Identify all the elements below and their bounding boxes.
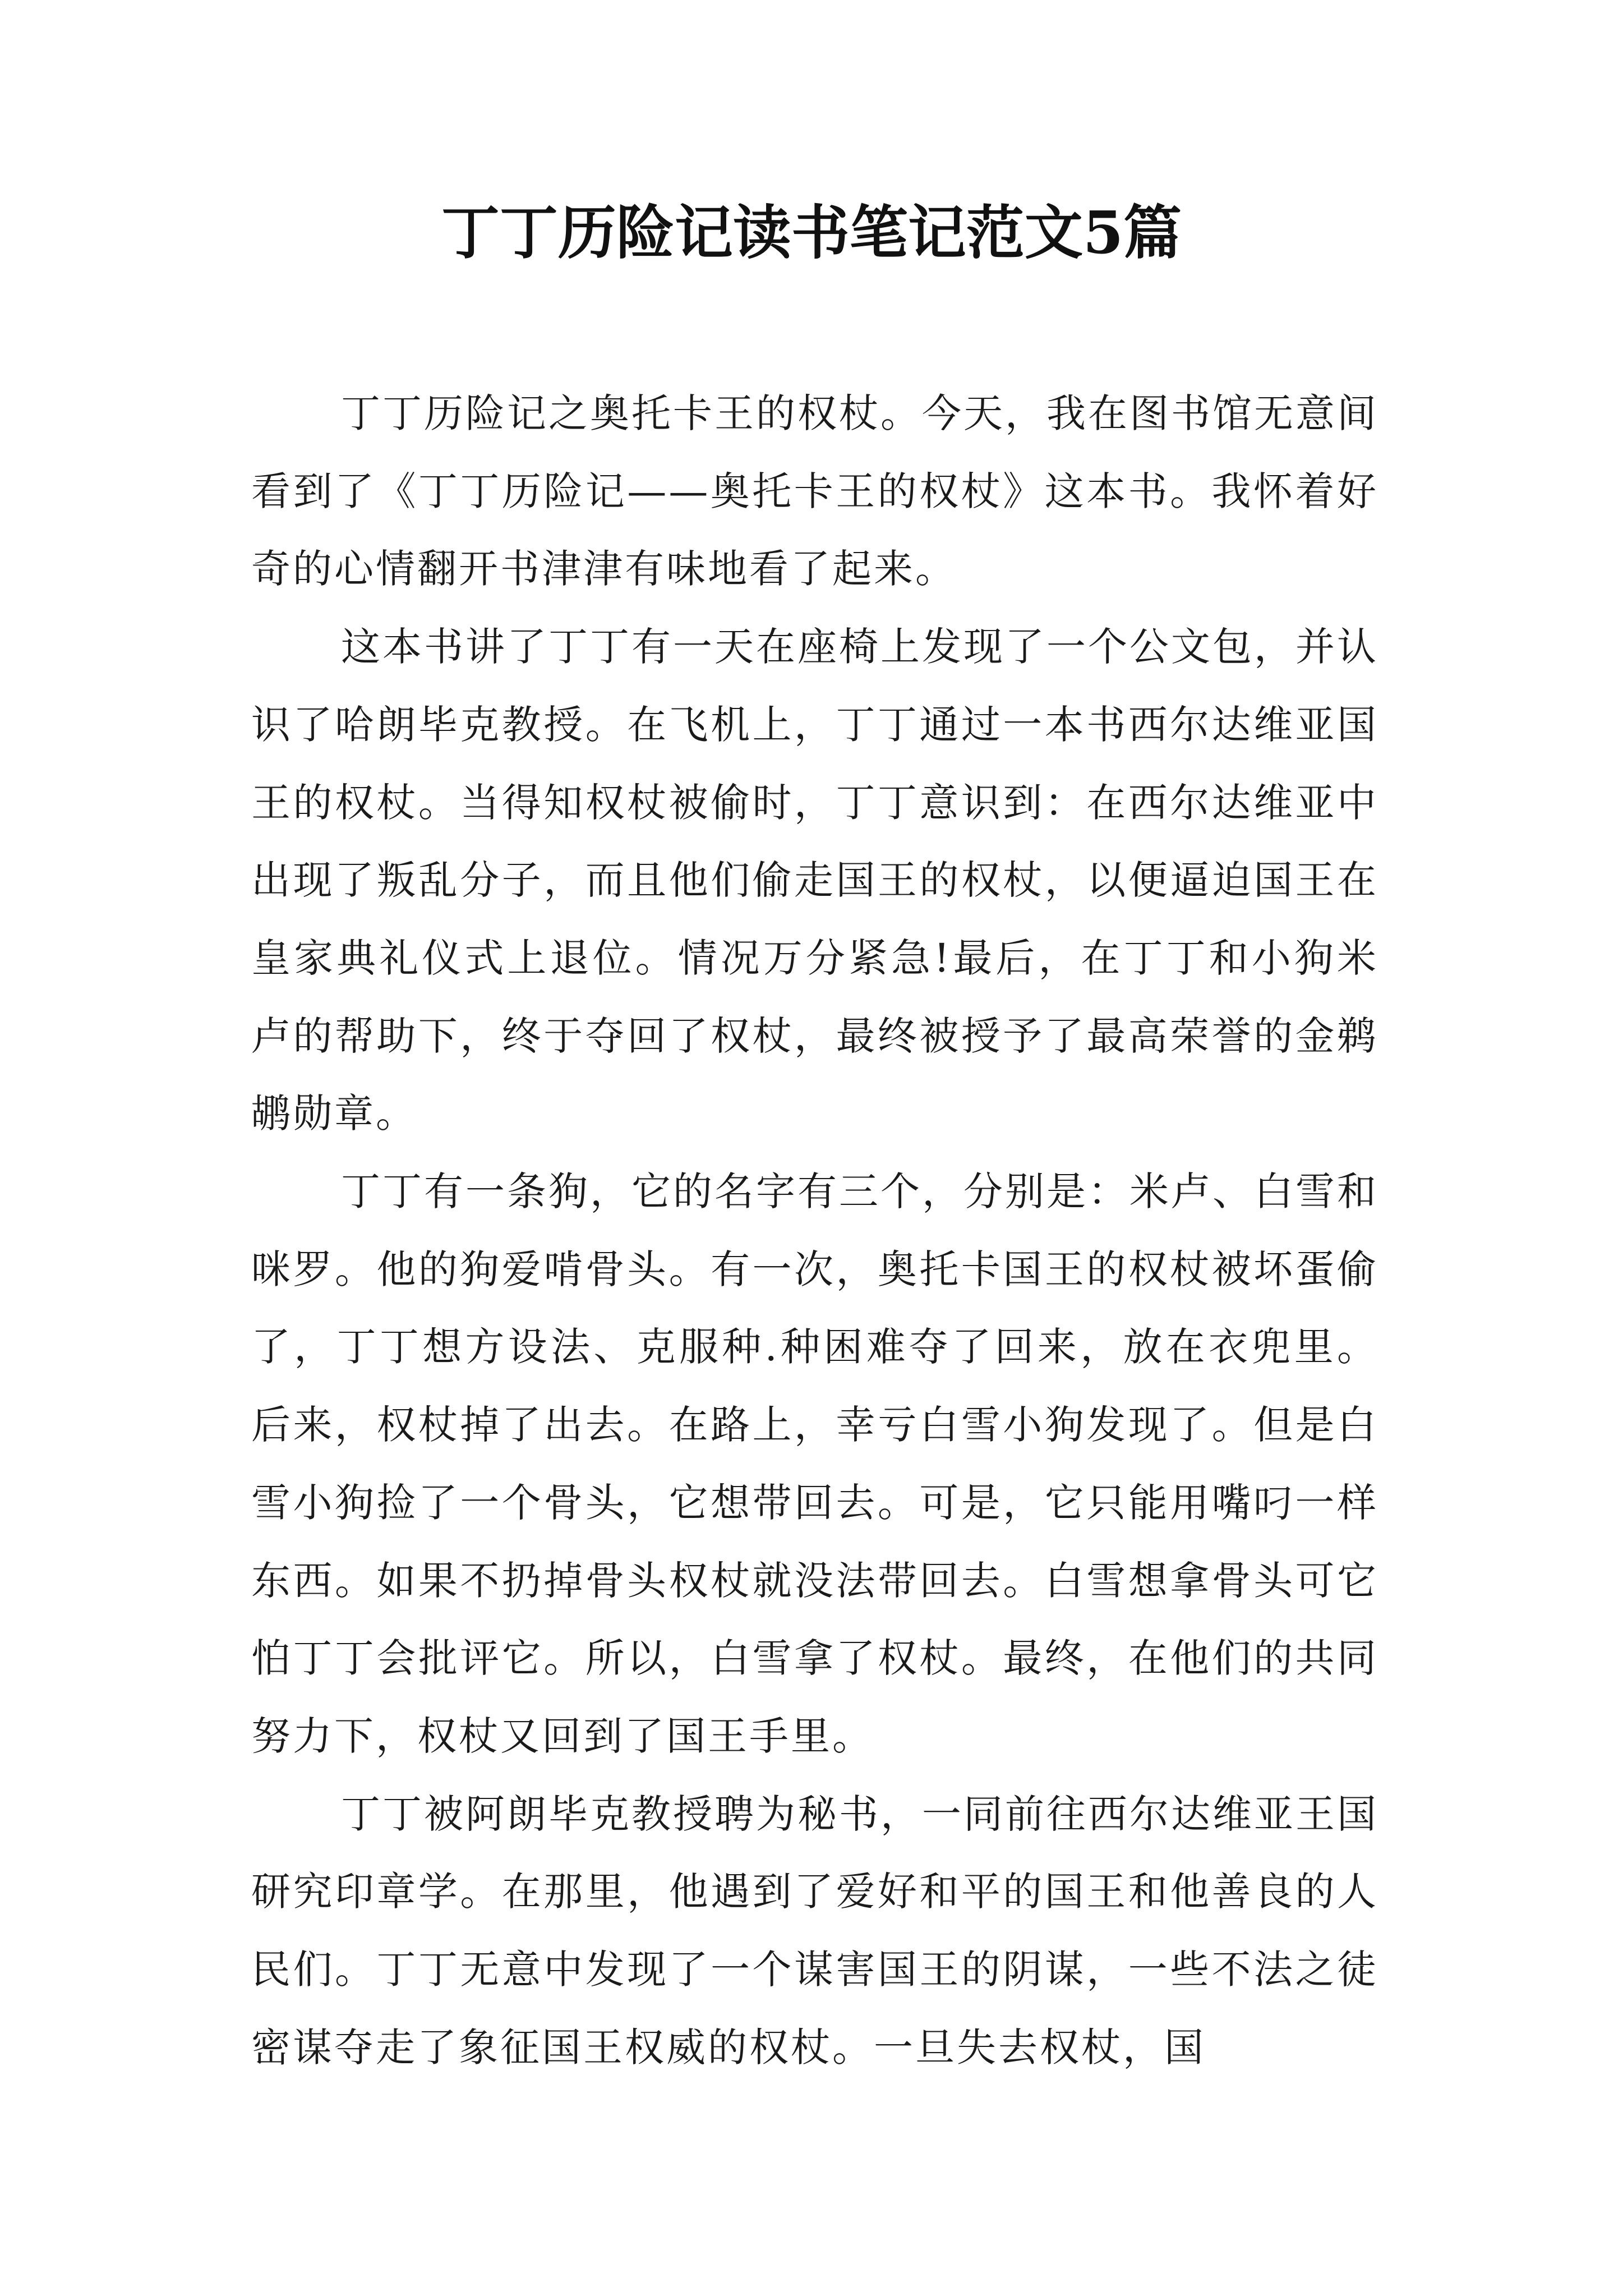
paragraph-3: 丁丁有一条狗，它的名字有三个，分别是：米卢、白雪和咪罗。他的狗爱啃骨头。有一次，奥托卡国王的权杖被坏蛋偷了，丁丁想方设法、克服种.种困难夺了回来，放在衣兜里。后来，权杖掉了出去。在路上，幸亏白雪小狗发现了。但是白雪小狗捡了一个骨头，它想带回去。可是，它只能用嘴叼一样东西。如果不扔掉骨头权杖就没法带回去。白雪想拿骨头可它怕丁丁会批评它。所以，白雪拿了权杖。最终，在他们的共同努力下，权杖又回到了国王手里。 (251, 1168, 1378, 1759)
paragraph-4: 丁丁被阿朗毕克教授聘为秘书，一同前往西尔达维亚王国研究印章学。在那里，他遇到了爱好和平的国王和他善良的人民们。丁丁无意中发现了一个谋害国王的阴谋，一些不法之徒密谋夺走了象征国王权威的权杖。一旦失去权杖，国 (251, 1791, 1378, 2070)
document-title: 丁丁历险记读书笔记范文5篇 (441, 198, 1182, 267)
document-body (251, 375, 1378, 2086)
paragraph-2: 这本书讲了丁丁有一天在座椅上发现了一个公文包，并认识了哈朗毕克教授。在飞机上，丁丁通过一本书西尔达维亚国王的权杖。当得知权杖被偷时，丁丁意识到：在西尔达维亚中出现了叛乱分子，而且他们偷走国王的权杖，以便逼迫国王在皇家典礼仪式上退位。情况万分紧急!最后，在丁丁和小狗米卢的帮助下，终于夺回了权杖，最终被授予了最高荣誉的金鹈鹕勋章。 (251, 624, 1378, 1137)
paragraph-1: 丁丁历险记之奥托卡王的权杖。今天，我在图书馆无意间看到了《丁丁历险记——奥托卡王的权杖》这本书。我怀着好奇的心情翻开书津津有味地看了起来。 (251, 390, 1378, 592)
